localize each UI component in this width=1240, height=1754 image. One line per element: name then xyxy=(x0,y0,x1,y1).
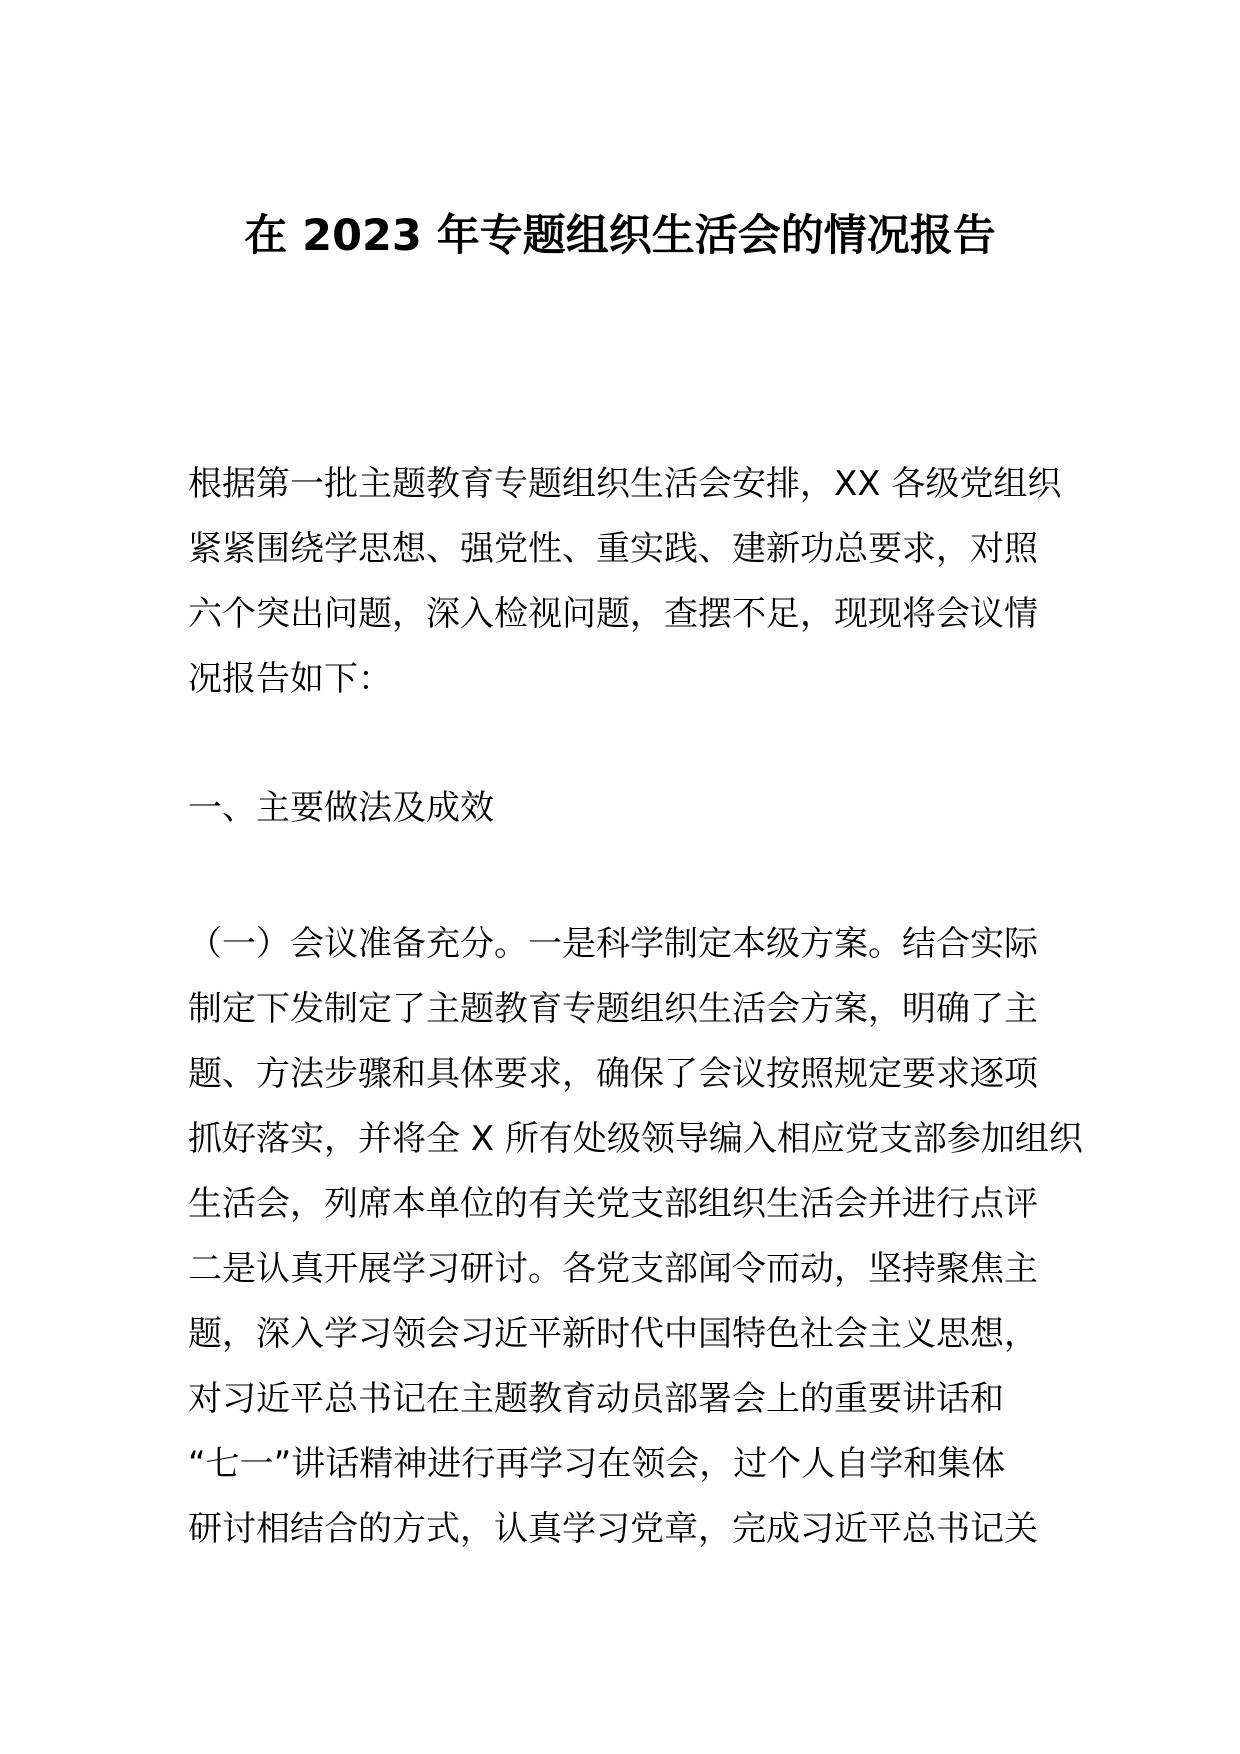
body-paragraph xyxy=(188,912,1083,1562)
section-heading xyxy=(188,776,1058,841)
paragraph-line: 题、方法步骤和具体要求，确保了会议按照规定要求逐项 xyxy=(188,1054,1038,1094)
intro-paragraph xyxy=(188,452,1062,712)
paragraph-line: “七一”讲话精神进行再学习在领会，过个人自学和集体 xyxy=(188,1444,1006,1484)
paragraph-line: 对习近平总书记在主题教育动员部署会上的重要讲话和 xyxy=(188,1379,1004,1419)
paragraph-line: 根据第一批主题教育专题组织生活会安排，XX 各级党组织 xyxy=(188,464,1062,504)
paragraph-line: 六个突出问题，深入检视问题，查摆不足，现现将会议情 xyxy=(188,594,1038,634)
paragraph-line: （一）会议准备充分。一是科学制定本级方案。结合实际 xyxy=(188,924,1038,964)
paragraph-line: 研讨相结合的方式，认真学习党章，完成习近平总书记关 xyxy=(188,1509,1038,1549)
section-heading-text: 一、主要做法及成效 xyxy=(188,788,494,828)
paragraph-line: 况报告如下： xyxy=(188,659,392,699)
paragraph-line: 二是认真开展学习研讨。各党支部闻令而动，坚持聚焦主 xyxy=(188,1249,1038,1289)
paragraph-line: 生活会，列席本单位的有关党支部组织生活会并进行点评 xyxy=(188,1184,1038,1224)
document-title: 在 2023 年专题组织生活会的情况报告 xyxy=(244,211,996,261)
paragraph-line: 制定下发制定了主题教育专题组织生活会方案，明确了主 xyxy=(188,989,1038,1029)
paragraph-line: 抓好落实，并将全 X 所有处级领导编入相应党支部参加组织 xyxy=(188,1119,1083,1159)
paragraph-line: 紧紧围绕学思想、强党性、重实践、建新功总要求，对照 xyxy=(188,529,1038,569)
paragraph-line: 题，深入学习领会习近平新时代中国特色社会主义思想， xyxy=(188,1314,1038,1354)
